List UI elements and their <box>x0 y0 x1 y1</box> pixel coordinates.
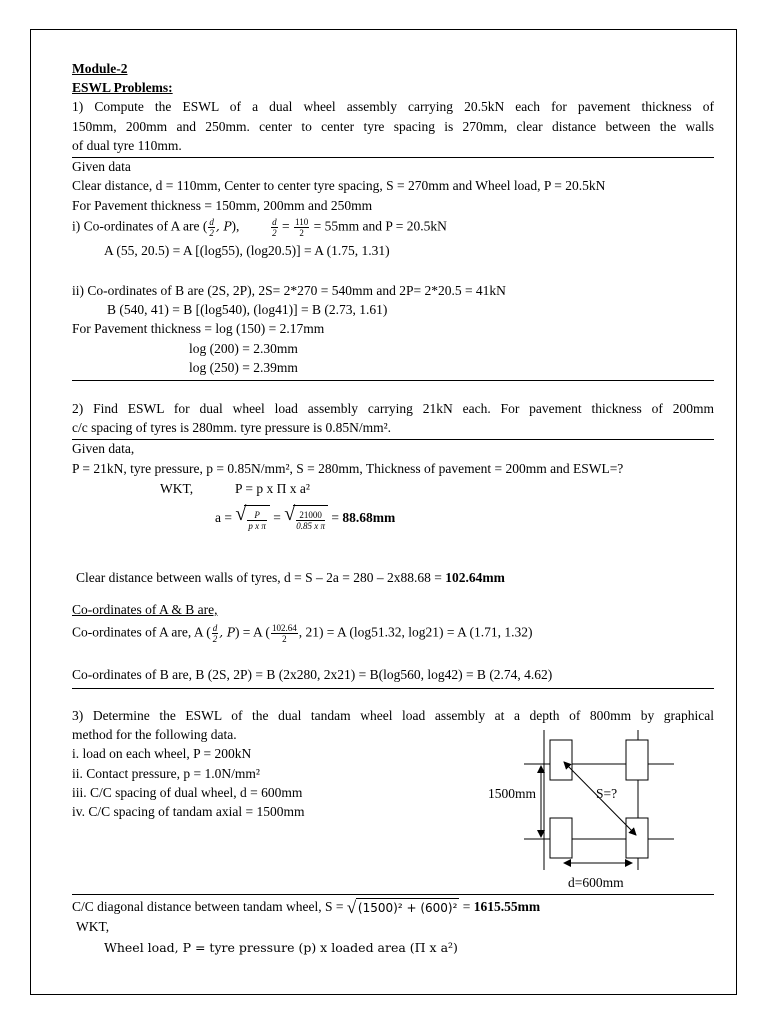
p1-a-log-line: A (55, 20.5) = A [(log55), (log20.5)] = A (1.75, 1.31) <box>104 243 390 258</box>
p3-diag-result: 1615.55mm <box>473 899 541 914</box>
p2-coord-a-line <box>72 623 533 644</box>
p2-question-line-1: 2) Find ESWL for dual wheel load assembly carrying 21kN each. For pavement thickness of 200mm <box>72 401 714 416</box>
fraction <box>247 510 267 531</box>
p3-data-2: ii. Contact pressure, p = 1.0N/mm² <box>72 766 260 781</box>
p2-ca-prefix: Co-ordinates of A are, A ( <box>72 624 211 640</box>
p3-diagonal-line <box>72 898 540 917</box>
divider <box>72 894 714 895</box>
p1-b-log-line: B (540, 41) = B [(log540), (log41)] = B (2.73, 1.61) <box>107 302 388 317</box>
fraction-denominator: p x π <box>248 520 266 531</box>
p1-i-p: , P <box>215 219 232 234</box>
equals: = <box>459 899 474 914</box>
equals: = <box>278 218 294 234</box>
p3-diag-prefix: C/C diagonal distance between tandam wheel, S = <box>72 899 347 914</box>
module-title: Module-2 <box>72 61 128 76</box>
wheel-rear-left <box>550 818 572 858</box>
p3-wkt: WKT, <box>76 919 110 934</box>
p2-a-lhs: a = <box>215 510 236 525</box>
fraction-numerator: d <box>209 217 214 227</box>
sqrt-21000-over-085-pi: √ $\frac{21000}{\text{0.85 x π}}$ <box>284 505 328 532</box>
p2-coord-heading: Co-ordinates of A & B are, <box>72 602 218 617</box>
p2-wkt: WKT, <box>160 481 194 496</box>
equals: = <box>328 510 343 525</box>
fraction-denominator: 2 <box>209 228 214 238</box>
sqrt-p-over-p-pi: √ $\frac{P}{\text{p x π}}$ <box>235 505 270 532</box>
sqrt-diagonal: √ (1500)² + (600)² <box>346 898 458 918</box>
p2-clear-result: 102.64mm <box>445 570 505 585</box>
sqrt-body: (1500)² + (600)² <box>356 898 459 917</box>
p1-given-line-1: Clear distance, d = 110mm, Center to center tyre spacing, S = 270mm and Wheel load, P = 20.5kN <box>72 178 606 193</box>
divider <box>72 380 714 381</box>
p1-given-label: Given data <box>72 159 131 174</box>
p2-formula: P = p x Π x a² <box>235 481 310 496</box>
fraction-denominator: 2 <box>282 634 287 644</box>
p3-data-4: iv. C/C spacing of tandam axial = 1500mm <box>72 804 305 819</box>
divider <box>72 439 714 440</box>
label-s: S=? <box>596 786 618 801</box>
p2-a-result: 88.68mm <box>342 510 396 525</box>
fraction-numerator: d <box>212 623 218 633</box>
p1-i-rest: = 55mm and P = 20.5kN <box>310 218 447 234</box>
p2-clear-distance <box>76 569 505 587</box>
fraction-denominator: 2 <box>272 228 277 238</box>
equals: = <box>269 510 285 525</box>
p3-data-1: i. load on each wheel, P = 200kN <box>72 746 252 761</box>
p1-question-line-3: of dual tyre 110mm. <box>72 138 182 153</box>
p2-ca-p: , P <box>219 625 235 640</box>
fraction-denominator: 2 <box>212 634 218 644</box>
fraction-numerator: d <box>272 217 277 227</box>
p3-question-line-2: method for the following data. <box>72 727 237 742</box>
p1-thickness-log-150: For Pavement thickness = log (150) = 2.17mm <box>72 321 325 336</box>
wheel-rear-right <box>626 818 648 858</box>
fraction-numerator: P <box>247 510 267 521</box>
p3-data-3: iii. C/C spacing of dual wheel, d = 600mm <box>72 785 303 800</box>
fraction <box>296 510 325 531</box>
p1-i-prefix: i) Co-ordinates of A are ( <box>72 218 208 234</box>
p2-question-line-2: c/c spacing of tyres is 280mm. tyre pressure is 0.85N/mm². <box>72 420 391 435</box>
tandem-wheel-diagram <box>480 730 710 892</box>
label-1500mm: 1500mm <box>488 786 537 801</box>
p1-coord-a-line <box>72 217 447 238</box>
p1-thickness-log-200: log (200) = 2.30mm <box>189 341 298 356</box>
fraction-d-over-2 <box>271 217 278 238</box>
p1-i-post: ), <box>231 218 240 234</box>
wheel-front-right <box>626 740 648 780</box>
p2-given-line-1: P = 21kN, tyre pressure, p = 0.85N/mm², S = 280mm, Thickness of pavement = 200mm and ESWL=? <box>72 461 624 476</box>
p1-question-line-2: 150mm, 200mm and 250mm. center to center tyre spacing is 270mm, clear distance between the walls <box>72 119 714 134</box>
divider <box>72 157 714 158</box>
fraction-10264-over-2 <box>271 623 298 644</box>
fraction-110-over-2 <box>294 217 309 238</box>
p1-given-line-2: For Pavement thickness = 150mm, 200mm and 250mm <box>72 198 373 213</box>
fraction-d-over-2 <box>212 623 219 644</box>
label-d-600mm: d=600mm <box>568 875 624 890</box>
fraction-numerator: 21000 <box>296 510 325 521</box>
p2-ca-mid: ) = A ( <box>234 624 270 640</box>
p1-question-line-1: 1) Compute the ESWL of a dual wheel assembly carrying 20.5kN each for pavement thickness of <box>72 99 714 114</box>
p2-given-label: Given data, <box>72 441 135 456</box>
divider <box>72 688 714 689</box>
section-title: ESWL Problems: <box>72 80 173 95</box>
fraction-d-over-2 <box>208 217 215 238</box>
fraction-numerator: 110 <box>295 217 309 227</box>
p3-wheel-load-formula: Wheel load, P = tyre pressure (p) x loaded area (Π x a²) <box>104 940 458 955</box>
wheel-front-left <box>550 740 572 780</box>
p2-clear-text: Clear distance between walls of tyres, d = S – 2a = 280 – 2x88.68 = <box>76 570 446 585</box>
p1-coord-b-line: ii) Co-ordinates of B are (2S, 2P), 2S= 2*270 = 540mm and 2P= 2*20.5 = 41kN <box>72 283 506 298</box>
p2-a-equation <box>215 505 395 532</box>
p2-coord-b-line: Co-ordinates of B are, B (2S, 2P) = B (2x280, 2x21) = B(log560, log42) = B (2.74, 4.62) <box>72 667 553 682</box>
fraction-denominator: 2 <box>299 228 304 238</box>
p1-thickness-log-250: log (250) = 2.39mm <box>189 360 298 375</box>
fraction-denominator: 0.85 x π <box>296 520 326 531</box>
fraction-numerator: 102.64 <box>271 623 297 633</box>
p2-ca-rest: , 21) = A (log51.32, log21) = A (1.71, 1.32) <box>298 624 533 640</box>
p3-question-line-1: 3) Determine the ESWL of the dual tandam wheel load assembly at a depth of 800mm by graphical <box>72 708 714 723</box>
